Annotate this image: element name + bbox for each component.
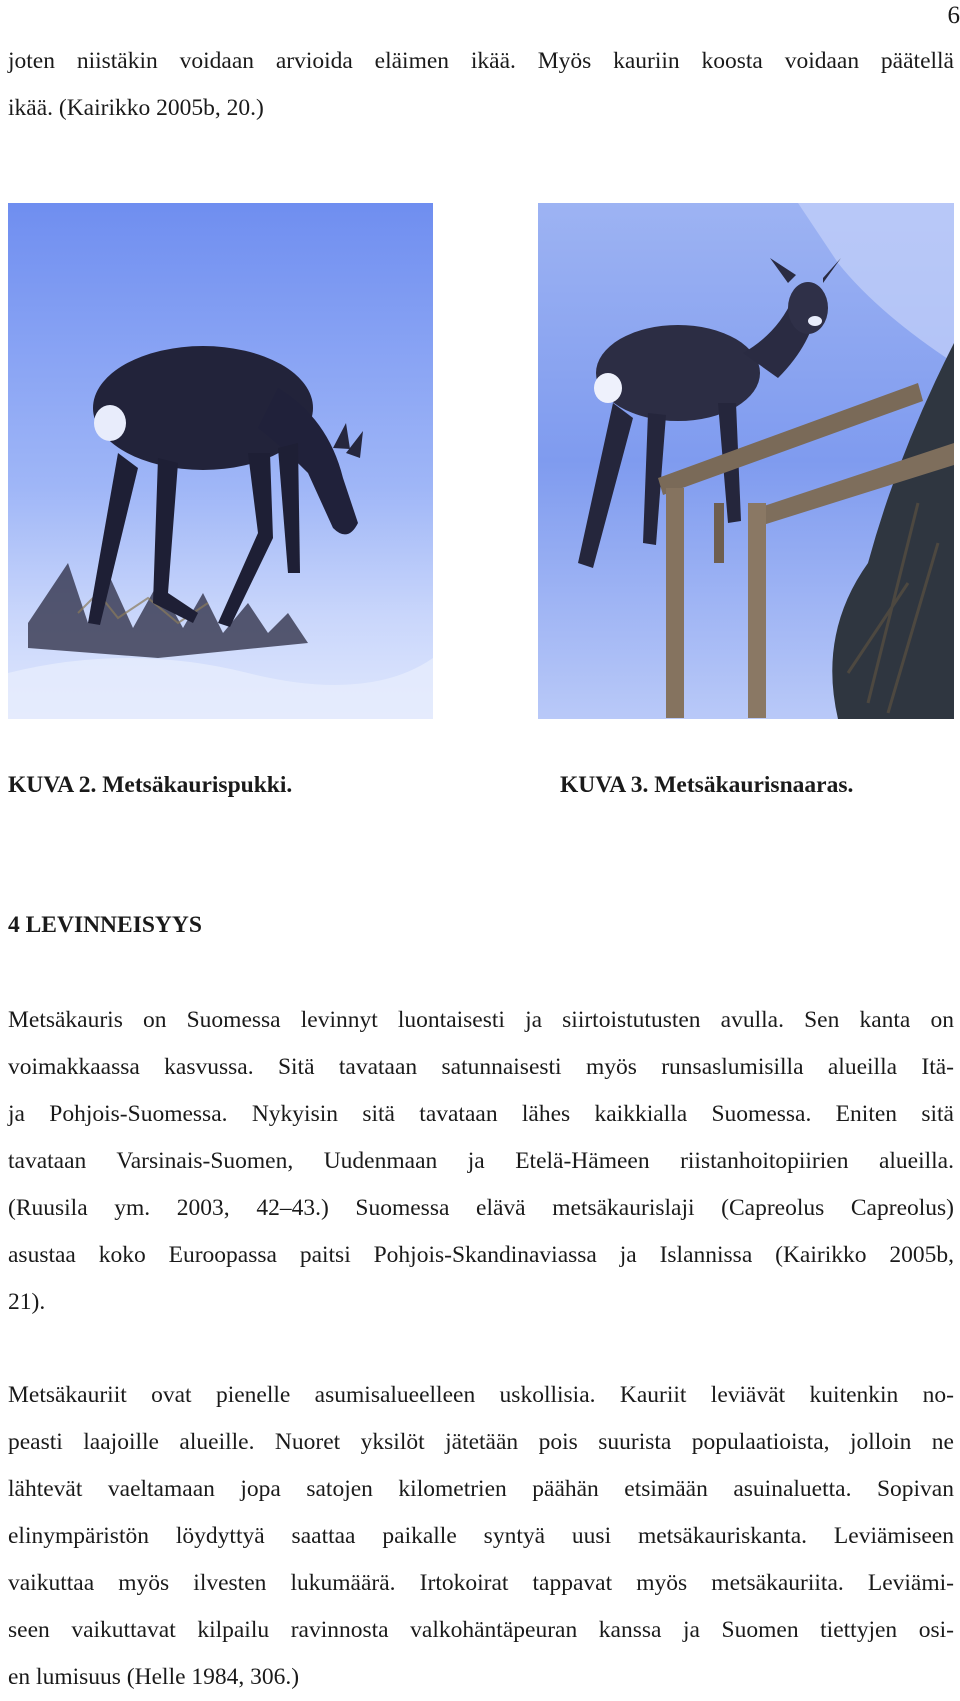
paragraph-1 bbox=[8, 997, 954, 1326]
text-line: elinympäristön löydyttyä saattaa paikalle syntyä uusi metsäkauriskanta. Leviämiseen bbox=[8, 1513, 954, 1560]
text-line: asustaa koko Euroopassa paitsi Pohjois-Skandinaviassa ja Islannissa (Kairikko 2005b, bbox=[8, 1232, 954, 1279]
text-line: (Ruusila ym. 2003, 42–43.) Suomessa elävä metsäkaurislaji (Capreolus Capreolus) bbox=[8, 1185, 954, 1232]
photo-roe-buck bbox=[8, 203, 433, 719]
text-line: lähtevät vaeltamaan jopa satojen kilometrien päähän etsimään asuinaluetta. Sopivan bbox=[8, 1466, 954, 1513]
text-line: seen vaikuttavat kilpailu ravinnosta valkohäntäpeuran kanssa ja Suomen tiettyjen osi- bbox=[8, 1607, 954, 1654]
text-line: ja Pohjois-Suomessa. Nykyisin sitä tavataan lähes kaikkialla Suomessa. Eniten sitä bbox=[8, 1091, 954, 1138]
page-number: 6 bbox=[948, 2, 960, 30]
text-line: ikää. (Kairikko 2005b, 20.) bbox=[8, 85, 954, 132]
text-line: joten niistäkin voidaan arvioida eläimen ikää. Myös kauriin koosta voidaan päätellä bbox=[8, 38, 954, 85]
text-line: Metsäkauris on Suomessa levinnyt luontaisesti ja siirtoistutusten avulla. Sen kanta on bbox=[8, 997, 954, 1044]
text-line: en lumisuus (Helle 1984, 306.) bbox=[8, 1654, 954, 1701]
text-line: 21). bbox=[8, 1279, 954, 1326]
photo-roe-doe bbox=[538, 203, 954, 719]
text-line: vaikuttaa myös ilvesten lukumäärä. Irtokoirat tappavat myös metsäkauriita. Leviämi- bbox=[8, 1560, 954, 1607]
section-heading: 4 LEVINNEISYYS bbox=[8, 910, 202, 940]
text-line: tavataan Varsinais-Suomen, Uudenmaan ja Etelä-Hämeen riistanhoitopiirien alueilla. bbox=[8, 1138, 954, 1185]
paragraph-2 bbox=[8, 1372, 954, 1701]
text-line: voimakkaassa kasvussa. Sitä tavataan satunnaisesti myös runsaslumisilla alueilla Itä- bbox=[8, 1044, 954, 1091]
text-line: Metsäkauriit ovat pienelle asumisalueelleen uskollisia. Kauriit leviävät kuitenkin no- bbox=[8, 1372, 954, 1419]
figure-2-caption: KUVA 2. Metsäkaurispukki. bbox=[8, 770, 292, 800]
intro-paragraph bbox=[8, 38, 954, 132]
figure-3-caption: KUVA 3. Metsäkaurisnaaras. bbox=[560, 770, 853, 800]
text-line: peasti laajoille alueille. Nuoret yksilöt jätetään pois suurista populaatioista, jolloin ne bbox=[8, 1419, 954, 1466]
